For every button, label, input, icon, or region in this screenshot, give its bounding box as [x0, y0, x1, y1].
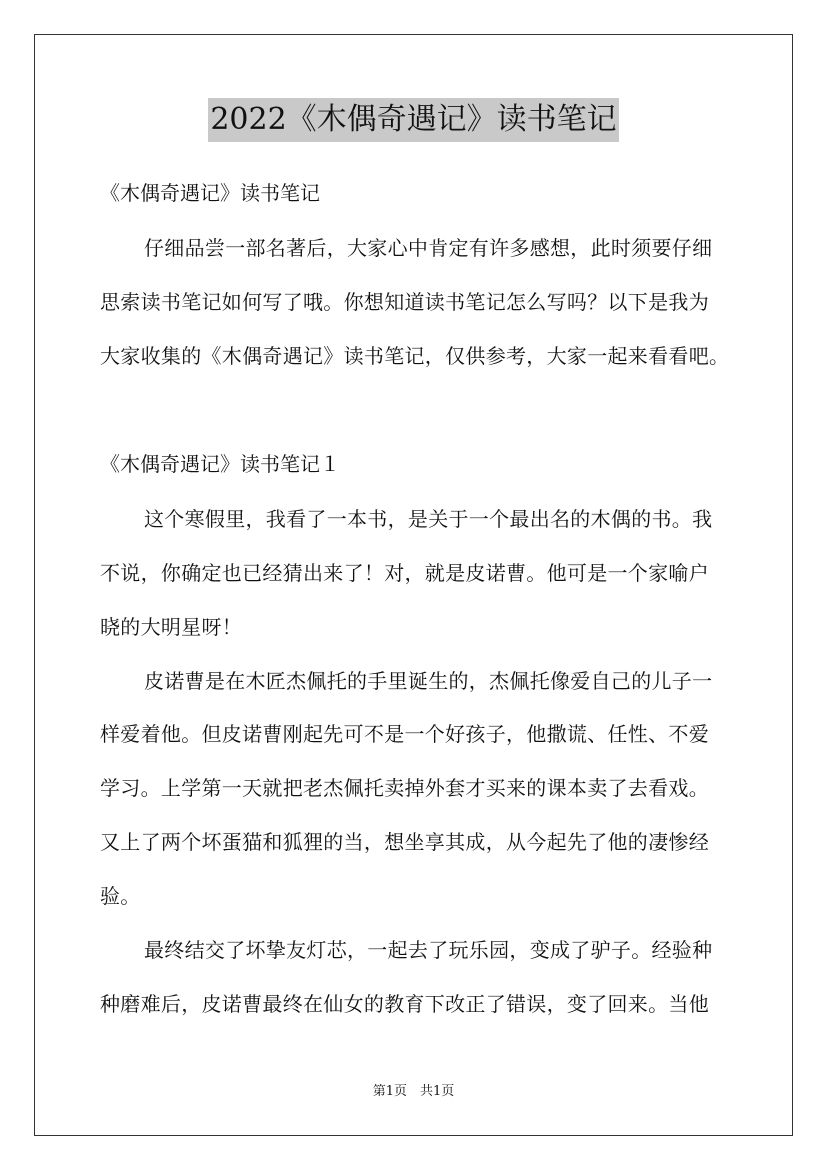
paragraph-line: 种磨难后，皮诺曹最终在仙女的教育下改正了错误，变了回来。当他: [100, 992, 709, 1016]
page-footer: 第1页 共1页: [372, 1084, 455, 1099]
paragraph-line: 这个寒假里，我看了一本书，是关于一个最出名的木偶的书。我: [144, 507, 713, 531]
intro-line: 思索读书笔记如何写了哦。你想知道读书笔记怎么写吗？以下是我为: [100, 290, 709, 314]
intro-heading: 《木偶奇遇记》读书笔记: [100, 181, 320, 205]
paragraph-line: 不说，你确定也已经猜出来了！对，就是皮诺曹。他可是一个家喻户: [100, 561, 709, 585]
paragraph-line: 晓的大明星呀！: [100, 615, 243, 639]
title-container: [0, 98, 827, 142]
paragraph-line: 学习。上学第一天就把老杰佩托卖掉外套才买来的课本卖了去看戏。: [100, 776, 709, 800]
paragraph-line: 样爱着他。但皮诺曹刚起先可不是一个好孩子，他撒谎、任性、不爱: [100, 722, 709, 746]
paragraph-line: 皮诺曹是在木匠杰佩托的手里诞生的，杰佩托像爱自己的儿子一: [144, 669, 713, 693]
intro-line: 仔细品尝一部名著后，大家心中肯定有许多感想，此时须要仔细: [144, 236, 713, 260]
paragraph-line: 又上了两个坏蛋猫和狐狸的当，想坐享其成，从今起先了他的凄惨经: [100, 830, 709, 854]
intro-line: 大家收集的《木偶奇遇记》读书笔记，仅供参考，大家一起来看看吧。: [100, 344, 730, 368]
document-title: 2022《木偶奇遇记》读书笔记: [208, 98, 618, 142]
paragraph-line: 验。: [100, 884, 141, 908]
paragraph-line: 最终结交了坏挚友灯芯，一起去了玩乐园，变成了驴子。经验种: [144, 938, 713, 962]
section-heading: 《木偶奇遇记》读书笔记１: [100, 452, 340, 476]
